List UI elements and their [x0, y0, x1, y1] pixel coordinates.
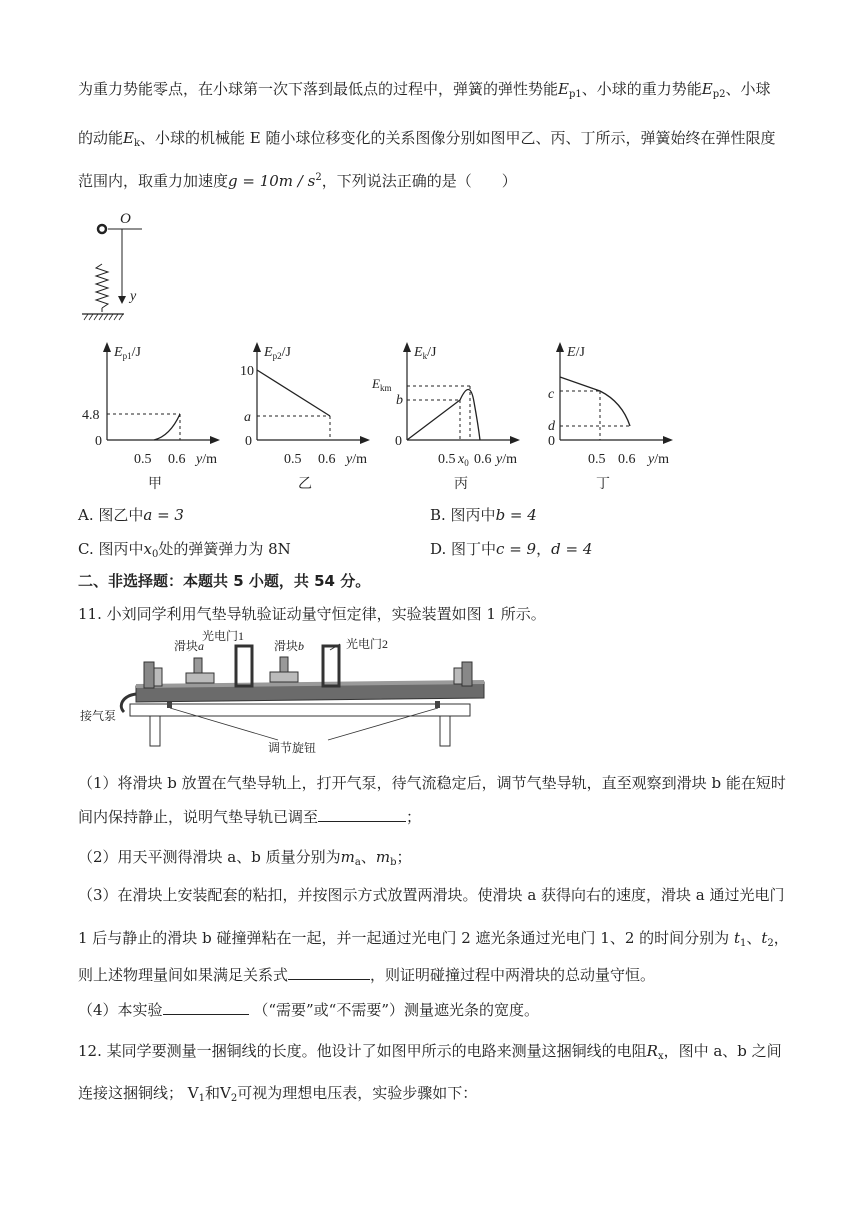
- graph-ding: [532, 342, 682, 490]
- q10-line-2: [78, 127, 776, 149]
- ek-symbol: E: [123, 129, 134, 147]
- q10-text: 、小球: [725, 80, 771, 98]
- ylabel-symbol: E: [114, 345, 123, 360]
- q12-text: 12. 某同学要测量一捆铜线的长度。他设计了如图甲所示的电路来测量这捆铜线的电阻: [78, 1042, 647, 1060]
- curve-e: [560, 377, 630, 426]
- q11-step1-line2: [78, 806, 421, 827]
- ekm-symbol: E: [372, 376, 380, 391]
- v1-symbol: V: [187, 1084, 199, 1102]
- q11-step3-line1: （3）在滑块上安装配套的粘扣，并按图示方式放置两滑块。使滑块 a 获得向右的速度，滑块 a 通过光电门: [78, 886, 785, 904]
- q11-text: 、: [360, 848, 376, 866]
- y-tick-label: c: [548, 387, 555, 402]
- option-d-expr2: d = 4: [551, 540, 593, 558]
- x-tick-label: 0.6: [318, 452, 336, 467]
- q11-text: 则上述物理量间如果满足关系式: [78, 966, 289, 984]
- x-tick-label: 0.6: [474, 452, 492, 467]
- q11-text: 1 后与静止的滑块 b 碰撞弹粘在一起，并一起通过光电门 2 遮光条通过光电门 1、2 的时间分别为: [78, 929, 730, 947]
- ma-symbol: m: [340, 848, 355, 866]
- q12-text: 和: [205, 1084, 221, 1102]
- q12-text: ，图中 a、b 之间: [663, 1042, 782, 1060]
- curve-ep1: [154, 414, 180, 440]
- q10-text: 范围内，取重力加速度: [78, 172, 229, 190]
- y-tick-label: 0: [245, 434, 252, 449]
- knob-label: 调节旋钮: [268, 741, 317, 755]
- ylabel-unit: /J: [427, 345, 437, 360]
- option-a-expr: a = 3: [143, 506, 184, 524]
- svg-text:Ekm: [371, 376, 391, 393]
- q11-text: ，则证明碰撞过程中两滑块的总动量守恒。: [370, 966, 656, 984]
- q11-text: ；: [406, 808, 422, 826]
- option-c-text: C. 图丙中: [78, 540, 144, 558]
- mb-subscript: b: [390, 857, 397, 868]
- xlabel-unit: /m: [202, 452, 217, 467]
- option-a: [78, 504, 184, 525]
- q12-line2: [78, 1082, 477, 1104]
- x-tick-label: 0.5: [284, 452, 302, 467]
- v2-subscript: 2: [230, 1093, 238, 1104]
- option-c-var: x: [143, 540, 152, 558]
- q10-line-1: [78, 78, 770, 100]
- ekm-subscript: km: [379, 383, 392, 393]
- option-c-text: 处的弹簧弹力为 8N: [158, 540, 291, 558]
- xlabel-unit: /m: [502, 452, 517, 467]
- q11-step4: [78, 999, 539, 1020]
- graph-jia: [82, 342, 222, 490]
- q11-text: 间内保持静止，说明气垫导轨已调至: [78, 808, 319, 826]
- slider-a-icon: [186, 673, 214, 683]
- y-tick-label: a: [244, 410, 251, 425]
- q11-text: （“需要”或“不需要”）测量遮光条的宽度。: [253, 1001, 540, 1019]
- ep2-symbol: E: [701, 80, 713, 98]
- y-tick-label: d: [548, 419, 555, 434]
- q10-text: 的动能: [78, 129, 124, 147]
- xlabel-symbol: y: [648, 452, 655, 467]
- option-d: [430, 538, 592, 559]
- option-b-expr: b = 4: [495, 506, 537, 524]
- slider-b-icon: [270, 672, 298, 682]
- ep2-subscript: p2: [712, 89, 726, 100]
- ma-subscript: a: [354, 857, 361, 868]
- v2-symbol: V: [220, 1084, 231, 1102]
- y-tick-label: b: [396, 393, 403, 408]
- q11-text: （4）本实验: [78, 1001, 163, 1019]
- option-d-text: D. 图丁中: [430, 540, 497, 558]
- ylabel-symbol: E: [567, 345, 576, 360]
- q10-text: ，下列说法正确的是（ ）: [321, 172, 517, 190]
- x-tick-label: 0.6: [618, 452, 636, 467]
- answer-blank-3[interactable]: [163, 1000, 249, 1015]
- svg-text:滑块b: [274, 638, 304, 653]
- x-tick-label: 0.6: [168, 452, 186, 467]
- graph-caption: 甲: [148, 477, 162, 492]
- origin-label: O: [120, 211, 131, 227]
- ylabel-symbol: E: [414, 345, 423, 360]
- x-tick-label: 0.5: [588, 452, 606, 467]
- air-track-figure: [78, 628, 490, 758]
- xlabel-unit: /m: [352, 452, 367, 467]
- ylabel-unit: /J: [281, 345, 291, 360]
- g-expression: g = 10m / s: [228, 172, 316, 190]
- ep1-subscript: p1: [568, 89, 582, 100]
- q12-line1: [78, 1040, 782, 1062]
- q11-step3-line2: [78, 927, 789, 949]
- ground-hatch-icon: [84, 314, 123, 320]
- option-c-subscript: 0: [151, 549, 159, 560]
- curve-ek: [407, 389, 480, 440]
- line-ep2: [257, 370, 330, 416]
- g-superscript: 2: [315, 172, 322, 183]
- graph-caption: 乙: [298, 477, 312, 492]
- answer-blank-2[interactable]: [288, 965, 370, 980]
- svg-text:Ep2/J: [263, 345, 291, 361]
- section-heading: 二、非选择题：本题共 5 小题，共 54 分。: [78, 572, 371, 590]
- ek-subscript: k: [133, 138, 141, 149]
- ylabel-subscript: p1: [122, 351, 132, 361]
- slider-b-label: 滑块: [274, 639, 299, 653]
- mb-symbol: m: [375, 848, 391, 866]
- option-b: [430, 504, 537, 525]
- rx-subscript: x: [657, 1051, 664, 1062]
- slider-a-label: 滑块: [174, 639, 199, 653]
- spring-icon: [96, 264, 108, 308]
- q11-text: 、: [746, 929, 762, 947]
- graph-caption: 丙: [454, 477, 468, 492]
- slider-b-var: b: [298, 639, 305, 653]
- q12-text: 可视为理想电压表，实验步骤如下：: [237, 1084, 478, 1102]
- option-d-expr: c = 9: [496, 540, 537, 558]
- option-d-sep: ，: [536, 540, 552, 558]
- y-tick-label: 10: [240, 364, 254, 379]
- svg-text:y/m: [646, 452, 669, 467]
- ylabel-unit: /J: [575, 345, 585, 360]
- t2-symbol: t: [761, 929, 768, 947]
- ylabel-symbol: E: [264, 345, 273, 360]
- y-tick-label: 0: [95, 434, 102, 449]
- y-tick-label: 4.8: [82, 408, 100, 423]
- y-tick-label: 0: [548, 434, 555, 449]
- t1-subscript: 1: [739, 938, 747, 949]
- pump-label: 接气泵: [80, 709, 117, 723]
- option-c: [78, 538, 291, 560]
- ylabel-subscript: p2: [272, 351, 282, 361]
- q10-text: 、小球的机械能 E 随小球位移变化的关系图像分别如图甲乙、丙、丁所示，弹簧始终在弹性限度: [140, 129, 776, 147]
- v1-subscript: 1: [198, 1093, 206, 1104]
- q11-text: （2）用天平测得滑块 a、b 质量分别为: [78, 848, 341, 866]
- gate-2-label: 光电门2: [346, 637, 389, 651]
- option-b-text: B. 图丙中: [430, 506, 496, 524]
- graph-caption: 丁: [596, 477, 610, 492]
- svg-text:y/m: [194, 452, 217, 467]
- svg-text:Ep1/J: [113, 345, 141, 361]
- q10-text: 、小球的重力势能: [581, 80, 702, 98]
- slider-a-var: a: [198, 639, 205, 653]
- q11-step3-line3: [78, 964, 655, 985]
- x-tick-label: 0.5: [438, 452, 456, 467]
- gate-1-label: 光电门1: [202, 629, 245, 643]
- y-tick-label: 0: [395, 434, 402, 449]
- graph-bing: [372, 342, 522, 490]
- ball-icon: [98, 225, 106, 233]
- y-axis-label: y: [130, 289, 137, 304]
- q11-text: ；: [396, 848, 412, 866]
- svg-text:Ek/J: [413, 345, 437, 361]
- q12-text: 连接这捆铜线；: [78, 1084, 184, 1102]
- rx-symbol: R: [646, 1042, 658, 1060]
- svg-text:y/m: [344, 452, 367, 467]
- q11-step2: [78, 846, 412, 868]
- xlabel-unit: /m: [654, 452, 669, 467]
- q10-text: 为重力势能零点，在小球第一次下落到最低点的过程中，弹簧的弹性势能: [78, 80, 559, 98]
- svg-text:滑块a: [174, 638, 204, 653]
- graph-yi: [232, 342, 372, 490]
- svg-text:x0: [457, 452, 469, 468]
- ylabel-unit: /J: [131, 345, 141, 360]
- xlabel-symbol: y: [346, 452, 353, 467]
- svg-text:E/J: [566, 345, 585, 360]
- ep1-symbol: E: [558, 80, 569, 98]
- xlabel-symbol: y: [496, 452, 503, 467]
- svg-text:y/m: [494, 452, 517, 467]
- t2-subscript: 2: [767, 938, 774, 949]
- t1-symbol: t: [733, 929, 740, 947]
- ylabel-subscript: k: [422, 351, 428, 361]
- x0-subscript: 0: [464, 458, 469, 468]
- xlabel-symbol: y: [196, 452, 203, 467]
- q10-line-3: [78, 170, 517, 191]
- q11-text: ，: [773, 929, 789, 947]
- option-a-text: A. 图乙中: [78, 506, 144, 524]
- x-tick-label: 0.5: [134, 452, 152, 467]
- answer-blank-1[interactable]: [318, 807, 406, 822]
- spring-figure: [80, 208, 160, 324]
- q11-step1-line1: （1）将滑块 b 放置在气垫导轨上，打开气泵，待气流稳定后，调节气垫导轨，直至观察到滑块 b 能在短时: [78, 774, 786, 792]
- q11-intro: 11. 小刘同学利用气垫导轨验证动量守恒定律，实验装置如图 1 所示。: [78, 605, 546, 623]
- x0-symbol: x: [458, 452, 465, 467]
